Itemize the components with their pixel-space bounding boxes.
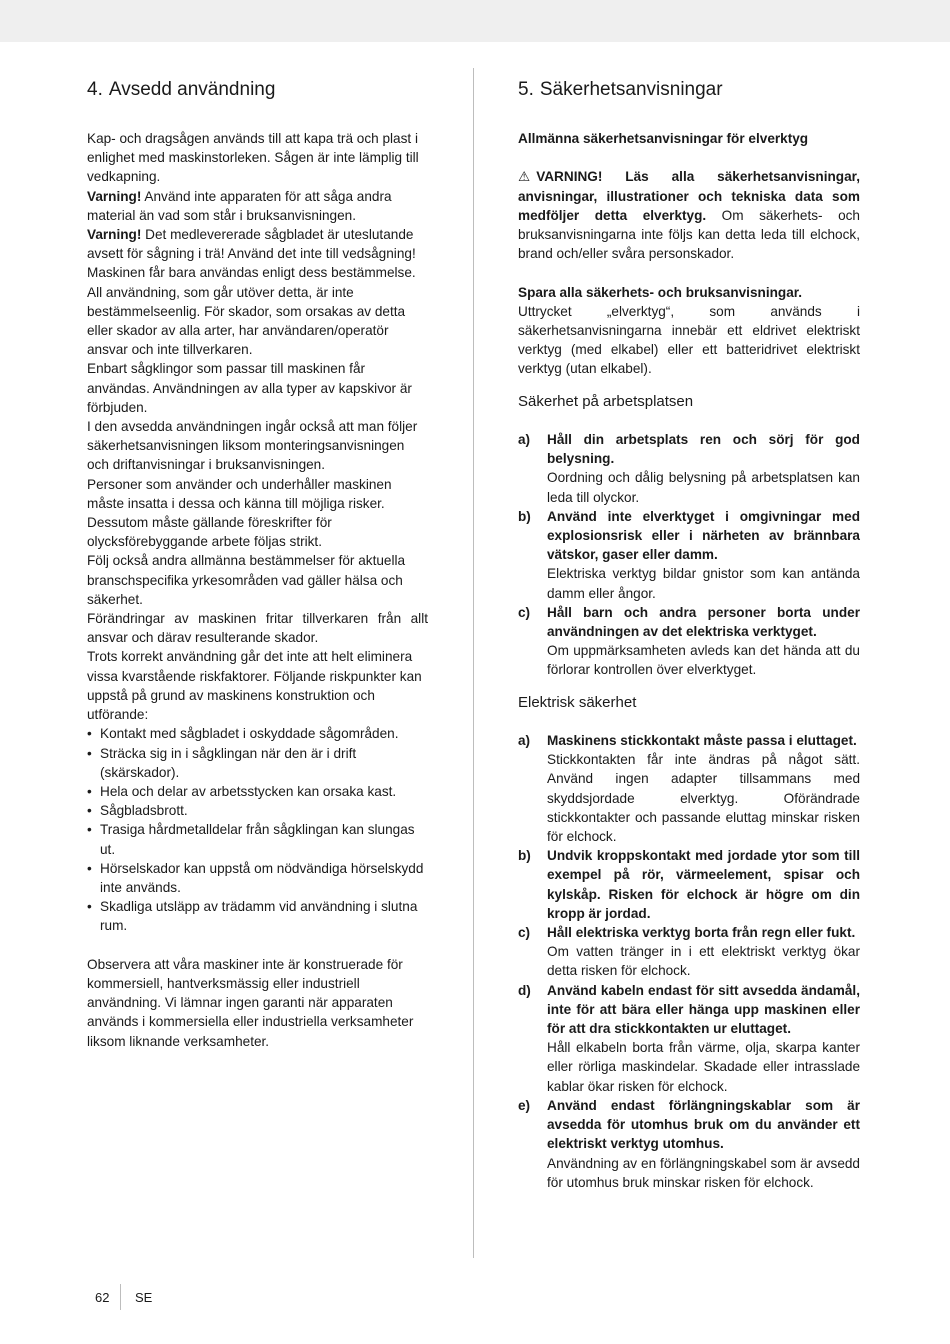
item-letter: e) (518, 1097, 531, 1113)
item-text: Håll elkabeln borta från värme, olja, skarpa kanter eller rörliga maskindelar. Skadade eller intrasslade kablar ökar risken för elchock. (547, 1040, 860, 1094)
item-letter: c) (518, 604, 531, 620)
risk-list-item: • Sträcka sig in i sågklingan när den är i drift (skärskador). (87, 744, 428, 782)
item-bold: Använd kabeln endast för sitt avsedda ändamål, inte för att bära eller hänga upp maskinen eller för att dra stickkontakten ur eluttaget. (547, 982, 860, 1037)
intro-paragraph: Kap- och dragsågen används till att kapa trä och plast i enlighet med maskinstorleken. Sågen är inte lämplig till vedkapning. (87, 131, 419, 185)
item-bold: Håll din arbetsplats ren och sörj för god belysning. (547, 432, 860, 467)
body-paragraph: Maskinen får bara användas enligt dess bestämmelse. All användning, som går utöver detta, är inte bestämmelseenlig. För skador, som orsakas av detta eller skador av alla arter, har användaren/operatör ansvar och inte tillverkaren. (87, 265, 416, 358)
risk-list-item: • Hörselskador kan uppstå om nödvändiga hörselskydd inte används. (87, 859, 428, 897)
warning-bold-text: VARNING! Läs alla säkerhetsanvisningar, anvisningar, illustrationer och tekniska data som medföljer detta elverktyg. (518, 169, 860, 223)
item-letter: b) (518, 848, 531, 864)
workplace-item-a (518, 430, 860, 507)
item-text: Användning av en förlängningskabel som är avsedd för utomhus bruk minskar risken för elchock. (547, 1155, 860, 1190)
footer-divider (120, 1284, 121, 1310)
closing-paragraph: Observera att våra maskiner inte är konstruerade för kommersiell, hantverksmässig eller industriell användning. Vi lämnar ingen garanti när apparaten används i kommersiella eller industriella verksamheter liksom liknande verksamheter. (87, 956, 414, 1049)
item-text: Elektriska verktyg bildar gnistor som kan antända damm eller ångor. (547, 566, 860, 601)
item-letter: b) (518, 508, 531, 524)
warning-label-1: Varning! (87, 188, 142, 204)
body-paragraph: I den avsedda användningen ingår också att man följer säkerhetsanvisningen liksom monteringsanvisningen och driftanvisningar i bruksanvisningen. (87, 419, 418, 473)
item-letter: d) (518, 982, 531, 998)
warning-paragraph-2 (87, 225, 428, 263)
electrical-item-a (518, 731, 860, 846)
body-paragraph: Dessutom måste gällande föreskrifter för olycksförebyggande arbete följas strikt. (87, 515, 332, 550)
workplace-item-b (518, 507, 860, 603)
section-5-title: Säkerhetsanvisningar (539, 79, 723, 100)
item-text: Om vatten tränger in i ett elektriskt verktyg ökar detta risken för elchock. (547, 944, 860, 979)
body-paragraph: Förändringar av maskinen fritar tillverkaren från allt ansvar och därav resulterande skador. (87, 611, 428, 646)
body-paragraph: Enbart sågklingor som passar till maskinen får användas. Användningen av alla typer av kapskivor är förbjuden. (87, 361, 412, 415)
section-4-number: 4. (87, 79, 103, 100)
risk-list-item: • Hela och delar av arbetsstycken kan orsaka kast. (87, 782, 428, 801)
item-letter: a) (518, 432, 531, 447)
warning-block (518, 167, 860, 263)
body-paragraph: Trots korrekt användning går det inte att helt eliminera vissa kvarstående riskfaktorer. Följande riskpunkter kan uppstå på grund av maskinens konstruktion och utförande: (87, 649, 422, 723)
electrical-item-d (518, 981, 860, 1096)
risk-list-item: • Trasiga hårdmetalldelar från sågklingan kan slungas ut. (87, 820, 428, 858)
left-column (87, 78, 428, 1051)
warning-text-2: Det medlevererade sågbladet är uteslutande avsett för sågning i trä! Använd det inte till vedsågning! (87, 227, 416, 262)
item-bold: Undvik kroppskontakt med jordade ytor som till exempel på rör, värmeelement, spisar och kylskåp. Risken för elchock är högre om din kropp är jordad. (547, 848, 860, 921)
workplace-safety-heading: Säkerhet på arbetsplatsen (518, 392, 694, 410)
risk-list-item: • Skadliga utsläpp av trädamm vid användning i slutna rum. (87, 897, 428, 935)
body-paragraph: Följ också andra allmänna bestämmelser för aktuella branschspecifika yrkesområden vad gäller hälsa och säkerhet. (87, 553, 406, 607)
item-letter: c) (518, 925, 531, 941)
electrical-safety-heading: Elektrisk säkerhet (518, 693, 637, 711)
electrical-item-c (518, 923, 860, 981)
section-5-heading (518, 78, 860, 102)
item-letter: a) (518, 733, 531, 749)
section-4-heading (87, 78, 428, 102)
section-4-title: Avsedd användning (108, 79, 276, 100)
item-bold: Använd endast förlängningskablar som är avsedda för utomhus bruk om du använder ett elektriskt verktyg utomhus. (547, 1097, 860, 1152)
language-code: SE (135, 1290, 153, 1305)
warning-paragraph-1 (87, 187, 428, 225)
item-text: Stickkontakten får inte ändras på något sätt. Använd ingen adapter tillsammans med skyddsjordade elverktyg. Oförändrade stickkontakter och passande eluttag minskar risken för elchock. (547, 752, 860, 845)
top-band (0, 0, 950, 42)
warning-triangle-icon: ⚠ (518, 169, 531, 185)
general-safety-subtitle: Allmänna säkerhetsanvisningar för elverktyg (518, 131, 809, 146)
electrical-item-e (518, 1096, 860, 1192)
electrical-item-b (518, 846, 860, 923)
page-number: 62 (95, 1290, 110, 1305)
warning-label-2: Varning! (87, 227, 142, 243)
save-instructions-text: Uttrycket „elverktyg“, som används i säkerhetsanvisningarna innebär ett eldrivet elektriskt verktyg (med elkabel) eller ett batteridrivet elektriskt verktyg (utan elkabel). (518, 303, 860, 377)
item-text: Oordning och dålig belysning på arbetsplatsen kan leda till olyckor. (547, 470, 860, 505)
save-instructions-heading: Spara alla säkerhets- och bruksanvisningar. (518, 284, 803, 300)
warning-body-text: Om säkerhets- och bruksanvisningarna inte följs kan detta leda till elchock, brand och/eller svåra personskador. (518, 207, 860, 262)
right-column (518, 78, 860, 1192)
item-bold: Använd inte elverktyget i omgivningar med explosionsrisk eller i närheten av brännbara vätskor, gaser eller damm. (547, 508, 860, 563)
item-text: Om uppmärksamheten avleds kan det hända att du förlorar kontrollen över elverktyget. (547, 643, 860, 678)
risk-list-item: • Sågbladsbrott. (87, 801, 428, 820)
item-bold: Håll barn och andra personer borta under användningen av det elektriska verktyget. (547, 604, 860, 640)
item-bold: Maskinens stickkontakt måste passa i eluttaget. (547, 733, 857, 749)
risk-list (87, 724, 428, 935)
workplace-item-c (518, 603, 860, 680)
item-bold: Håll elektriska verktyg borta från regn eller fukt. (547, 925, 856, 941)
section-5-number: 5. (518, 79, 534, 100)
risk-list-item: • Kontakt med sågbladet i oskyddade sågområden. (87, 724, 428, 743)
warning-text-1: Använd inte apparaten för att såga andra material än vad som står i bruksanvisningen. (87, 188, 392, 223)
body-paragraph: Personer som använder och underhåller maskinen måste insatta i dessa och känna till möjliga risker. (87, 476, 392, 511)
column-divider (473, 68, 474, 1258)
